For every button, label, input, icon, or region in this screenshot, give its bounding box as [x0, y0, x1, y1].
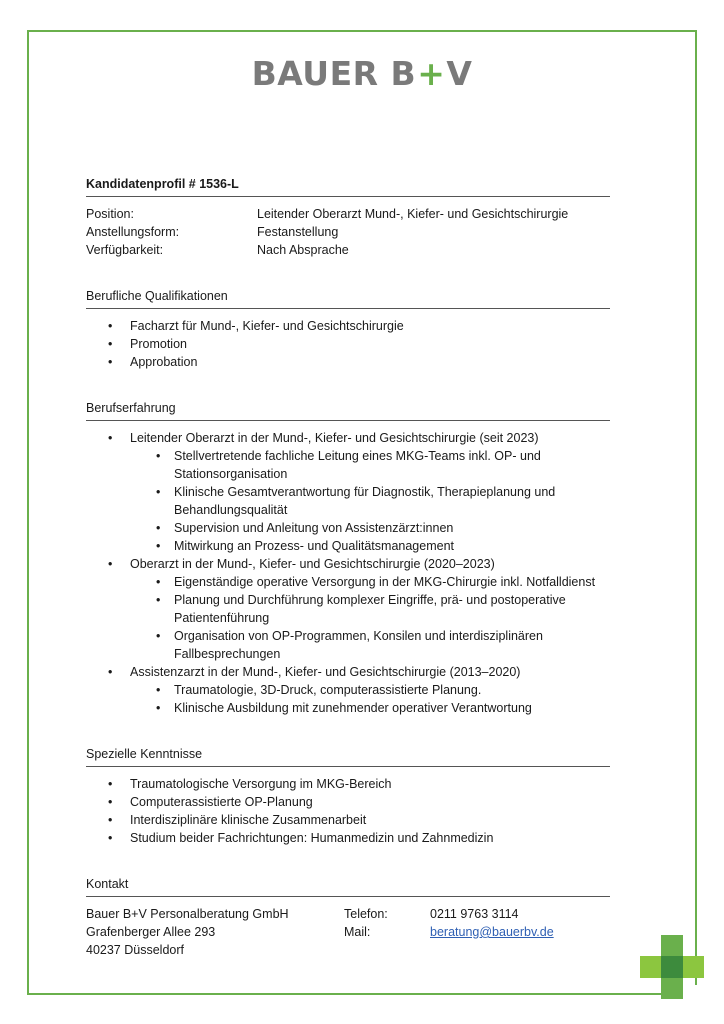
frame-right-line	[695, 30, 697, 985]
profile-row-position	[86, 205, 610, 223]
list-item: • Leitender Oberarzt in der Mund-, Kiefer- und Gesichtschirurgie (seit 2023)	[86, 429, 610, 447]
profile-row-employment	[86, 223, 610, 241]
profile-value: Festanstellung	[257, 225, 339, 239]
qualifications-section	[86, 287, 610, 371]
frame-left-line	[27, 30, 29, 995]
document-content	[86, 175, 610, 959]
list-item: • Studium beider Fachrichtungen: Humanmedizin und Zahnmedizin	[86, 829, 610, 847]
list-item: • Traumatologische Versorgung im MKG-Bereich	[86, 775, 610, 793]
sub-list-item: • Supervision und Anleitung von Assistenzärzt:innen	[86, 519, 610, 537]
frame-bottom-line	[27, 993, 667, 995]
profile-value: Nach Absprache	[257, 243, 349, 257]
profile-details	[86, 205, 610, 259]
profile-row-availability	[86, 241, 610, 259]
frame-top-line	[27, 30, 697, 32]
street-address: Grafenberger Allee 293	[86, 925, 216, 939]
list-item: • Interdisziplinäre klinische Zusammenarbeit	[86, 811, 610, 829]
list-item: • Assistenzarzt in der Mund-, Kiefer- und Gesichtschirurgie (2013–2020)	[86, 663, 610, 681]
skills-list	[86, 775, 610, 847]
profile-key: Anstellungsform:	[86, 225, 180, 239]
email-link[interactable]: beratung@bauerbv.de	[430, 925, 554, 939]
sub-list-item: • Planung und Durchführung komplexer Eingriffe, prä- und postoperative Patientenführung	[86, 591, 610, 627]
logo-text-part2: V	[446, 54, 473, 93]
experience-list	[86, 429, 610, 717]
profile-key: Verfügbarkeit:	[86, 243, 164, 257]
logo-text-part1: BAUER B	[251, 54, 417, 93]
profile-title: Kandidatenprofil # 1536-L	[86, 175, 610, 197]
sub-list-item: • Eigenständige operative Versorgung in der MKG-Chirurgie inkl. Notfalldienst	[86, 573, 610, 591]
company-logo	[0, 54, 724, 93]
cross-logo-icon	[640, 935, 704, 999]
qualifications-heading: Berufliche Qualifikationen	[86, 287, 610, 309]
sub-list-item: • Organisation von OP-Programmen, Konsilen und interdisziplinären Fallbesprechungen	[86, 627, 610, 663]
sub-list-item: • Traumatologie, 3D-Druck, computerassistierte Planung.	[86, 681, 610, 699]
list-item: • Computerassistierte OP-Planung	[86, 793, 610, 811]
profile-value: Leitender Oberarzt Mund-, Kiefer- und Gesichtschirurgie	[257, 207, 569, 221]
contact-values	[430, 905, 610, 959]
skills-section	[86, 745, 610, 847]
experience-section	[86, 399, 610, 717]
city-address: 40237 Düsseldorf	[86, 943, 184, 957]
contact-address	[86, 905, 344, 959]
list-item: • Oberarzt in der Mund-, Kiefer- und Gesichtschirurgie (2020–2023)	[86, 555, 610, 573]
mail-label: Mail:	[344, 925, 371, 939]
sub-list-item: • Mitwirkung an Prozess- und Qualitätsmanagement	[86, 537, 610, 555]
qualifications-list	[86, 317, 610, 371]
phone-number: 0211 9763 3114	[430, 907, 519, 921]
list-item: • Facharzt für Mund-, Kiefer- und Gesichtschirurgie	[86, 317, 610, 335]
company-name: Bauer B+V Personalberatung GmbH	[86, 907, 289, 921]
contact-details	[86, 905, 610, 959]
sub-list-item: • Klinische Ausbildung mit zunehmender operativer Verantwortung	[86, 699, 610, 717]
sub-list-item: • Stellvertretende fachliche Leitung eines MKG-Teams inkl. OP- und Stationsorganisation	[86, 447, 610, 483]
list-item: • Promotion	[86, 335, 610, 353]
contact-section	[86, 875, 610, 959]
contact-labels	[344, 905, 430, 959]
experience-heading: Berufserfahrung	[86, 399, 610, 421]
logo-plus: +	[417, 54, 446, 93]
profile-key: Position:	[86, 207, 134, 221]
skills-heading: Spezielle Kenntnisse	[86, 745, 610, 767]
contact-heading: Kontakt	[86, 875, 610, 897]
sub-list-item: • Klinische Gesamtverantwortung für Diagnostik, Therapieplanung und Behandlungsqualität	[86, 483, 610, 519]
list-item: • Approbation	[86, 353, 610, 371]
phone-label: Telefon:	[344, 907, 388, 921]
